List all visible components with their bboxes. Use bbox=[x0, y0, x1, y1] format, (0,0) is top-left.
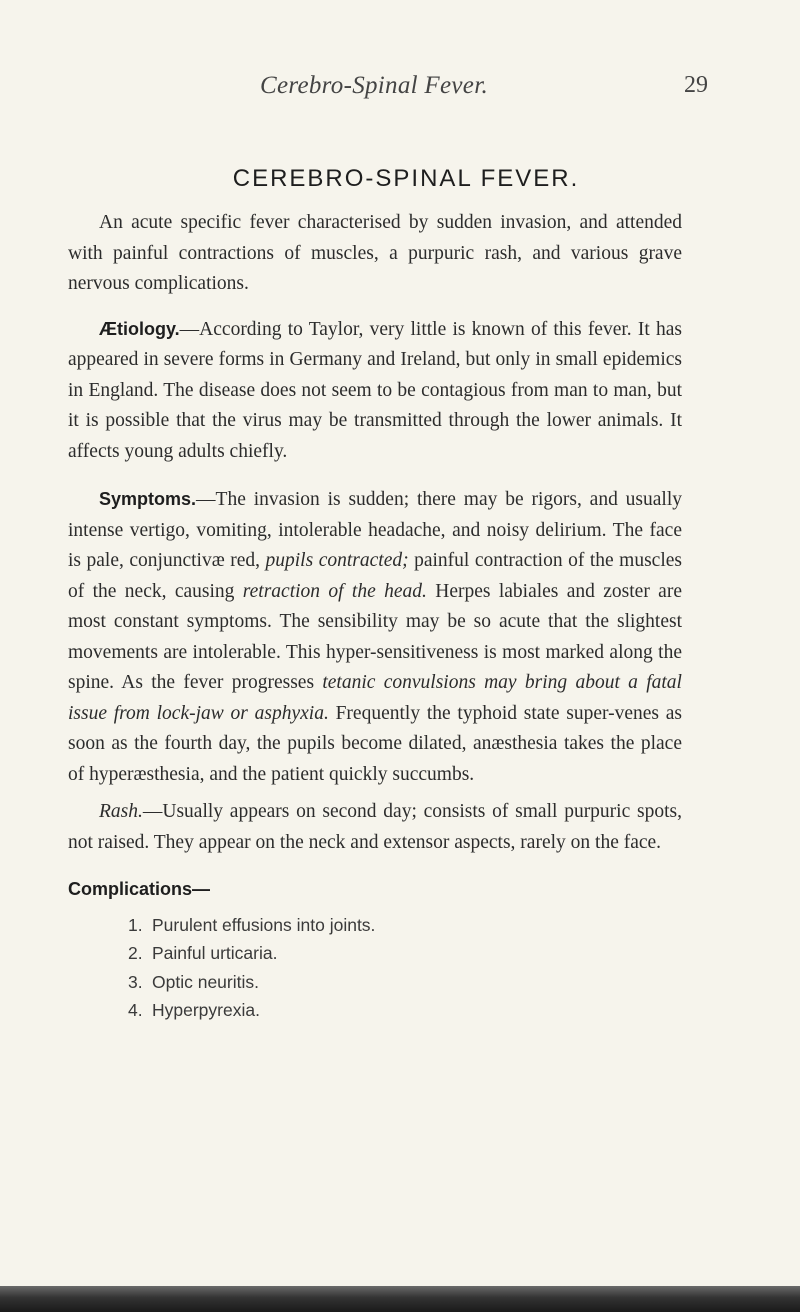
scan-edge-bar bbox=[0, 1286, 800, 1312]
body-text bbox=[68, 208, 682, 1025]
page-number: 29 bbox=[684, 72, 708, 98]
aetiology-heading: Ætiology. bbox=[99, 318, 180, 339]
list-item bbox=[128, 968, 682, 997]
running-title: Cerebro-Spinal Fever. bbox=[260, 72, 489, 99]
aetiology-text: —According to Taylor, very little is known of this fever. It has appeared in severe forms in Germany and Ireland, but only in small epidemics in England. The disease does not seem to be contagious from man to man, but it is possible that the virus may be transmitted through the lower animals. It affects young adults chiefly. bbox=[68, 318, 682, 462]
list-item-number: 1. bbox=[128, 914, 143, 935]
rash-text: —Usually appears on second day; consists of small purpuric spots, not raised. They appear on the neck and extensor aspects, rarely on the face. bbox=[68, 801, 682, 853]
symptoms-italic-3: tetanic convulsions may bring about a fatal issue from lock-jaw or asphyxia. bbox=[68, 672, 682, 724]
complications-list bbox=[68, 911, 682, 1025]
symptoms-paragraph bbox=[68, 484, 682, 790]
list-item-text: Painful urticaria. bbox=[152, 943, 278, 963]
list-item bbox=[128, 939, 682, 968]
symptoms-text-2: painful contraction of the muscles of the neck, causing bbox=[68, 550, 682, 602]
list-item bbox=[128, 911, 682, 940]
list-item-text: Hyperpyrexia. bbox=[152, 1000, 260, 1020]
aetiology-paragraph bbox=[68, 314, 682, 468]
intro-paragraph: An acute specific fever characterised by sudden invasion, and attended with painful contractions of muscles, a purpuric rash, and various grave nervous complications. bbox=[68, 212, 682, 294]
chapter-title: CEREBRO-SPINAL FEVER. bbox=[232, 165, 580, 192]
list-item-number: 3. bbox=[128, 971, 143, 992]
list-item-text: Purulent effusions into joints. bbox=[152, 914, 376, 935]
symptoms-text-3: Herpes labiales and zoster are most constant symptoms. The sensibility may be so acute that the slightest movements are intolerable. This hyper-sensitiveness is most marked along the spine. As the fever progresses bbox=[68, 580, 682, 693]
symptoms-heading: Symptoms. bbox=[99, 489, 197, 509]
symptoms-italic-2: retraction of the head. bbox=[242, 580, 427, 602]
complications-heading: Complications— bbox=[68, 879, 211, 899]
list-item-number: 2. bbox=[128, 943, 143, 963]
rash-paragraph bbox=[68, 797, 682, 858]
list-item-number: 4. bbox=[128, 1000, 143, 1020]
symptoms-italic-1: pupils contracted; bbox=[265, 550, 409, 571]
running-head bbox=[0, 72, 800, 104]
list-item bbox=[128, 996, 682, 1025]
symptoms-text-1: —The invasion is sudden; there may be rigors, and usually intense vertigo, vomiting, intolerable headache, and noisy delirium. The face is pale, conjunctivæ red, bbox=[68, 489, 682, 571]
symptoms-text-4: Frequently the typhoid state super-venes as soon as the fourth day, the pupils become dilated, anæsthesia takes the place of hyperæsthesia, and the patient quickly succumbs. bbox=[68, 702, 682, 785]
rash-heading: Rash. bbox=[99, 801, 143, 822]
list-item-text: Optic neuritis. bbox=[152, 971, 259, 992]
